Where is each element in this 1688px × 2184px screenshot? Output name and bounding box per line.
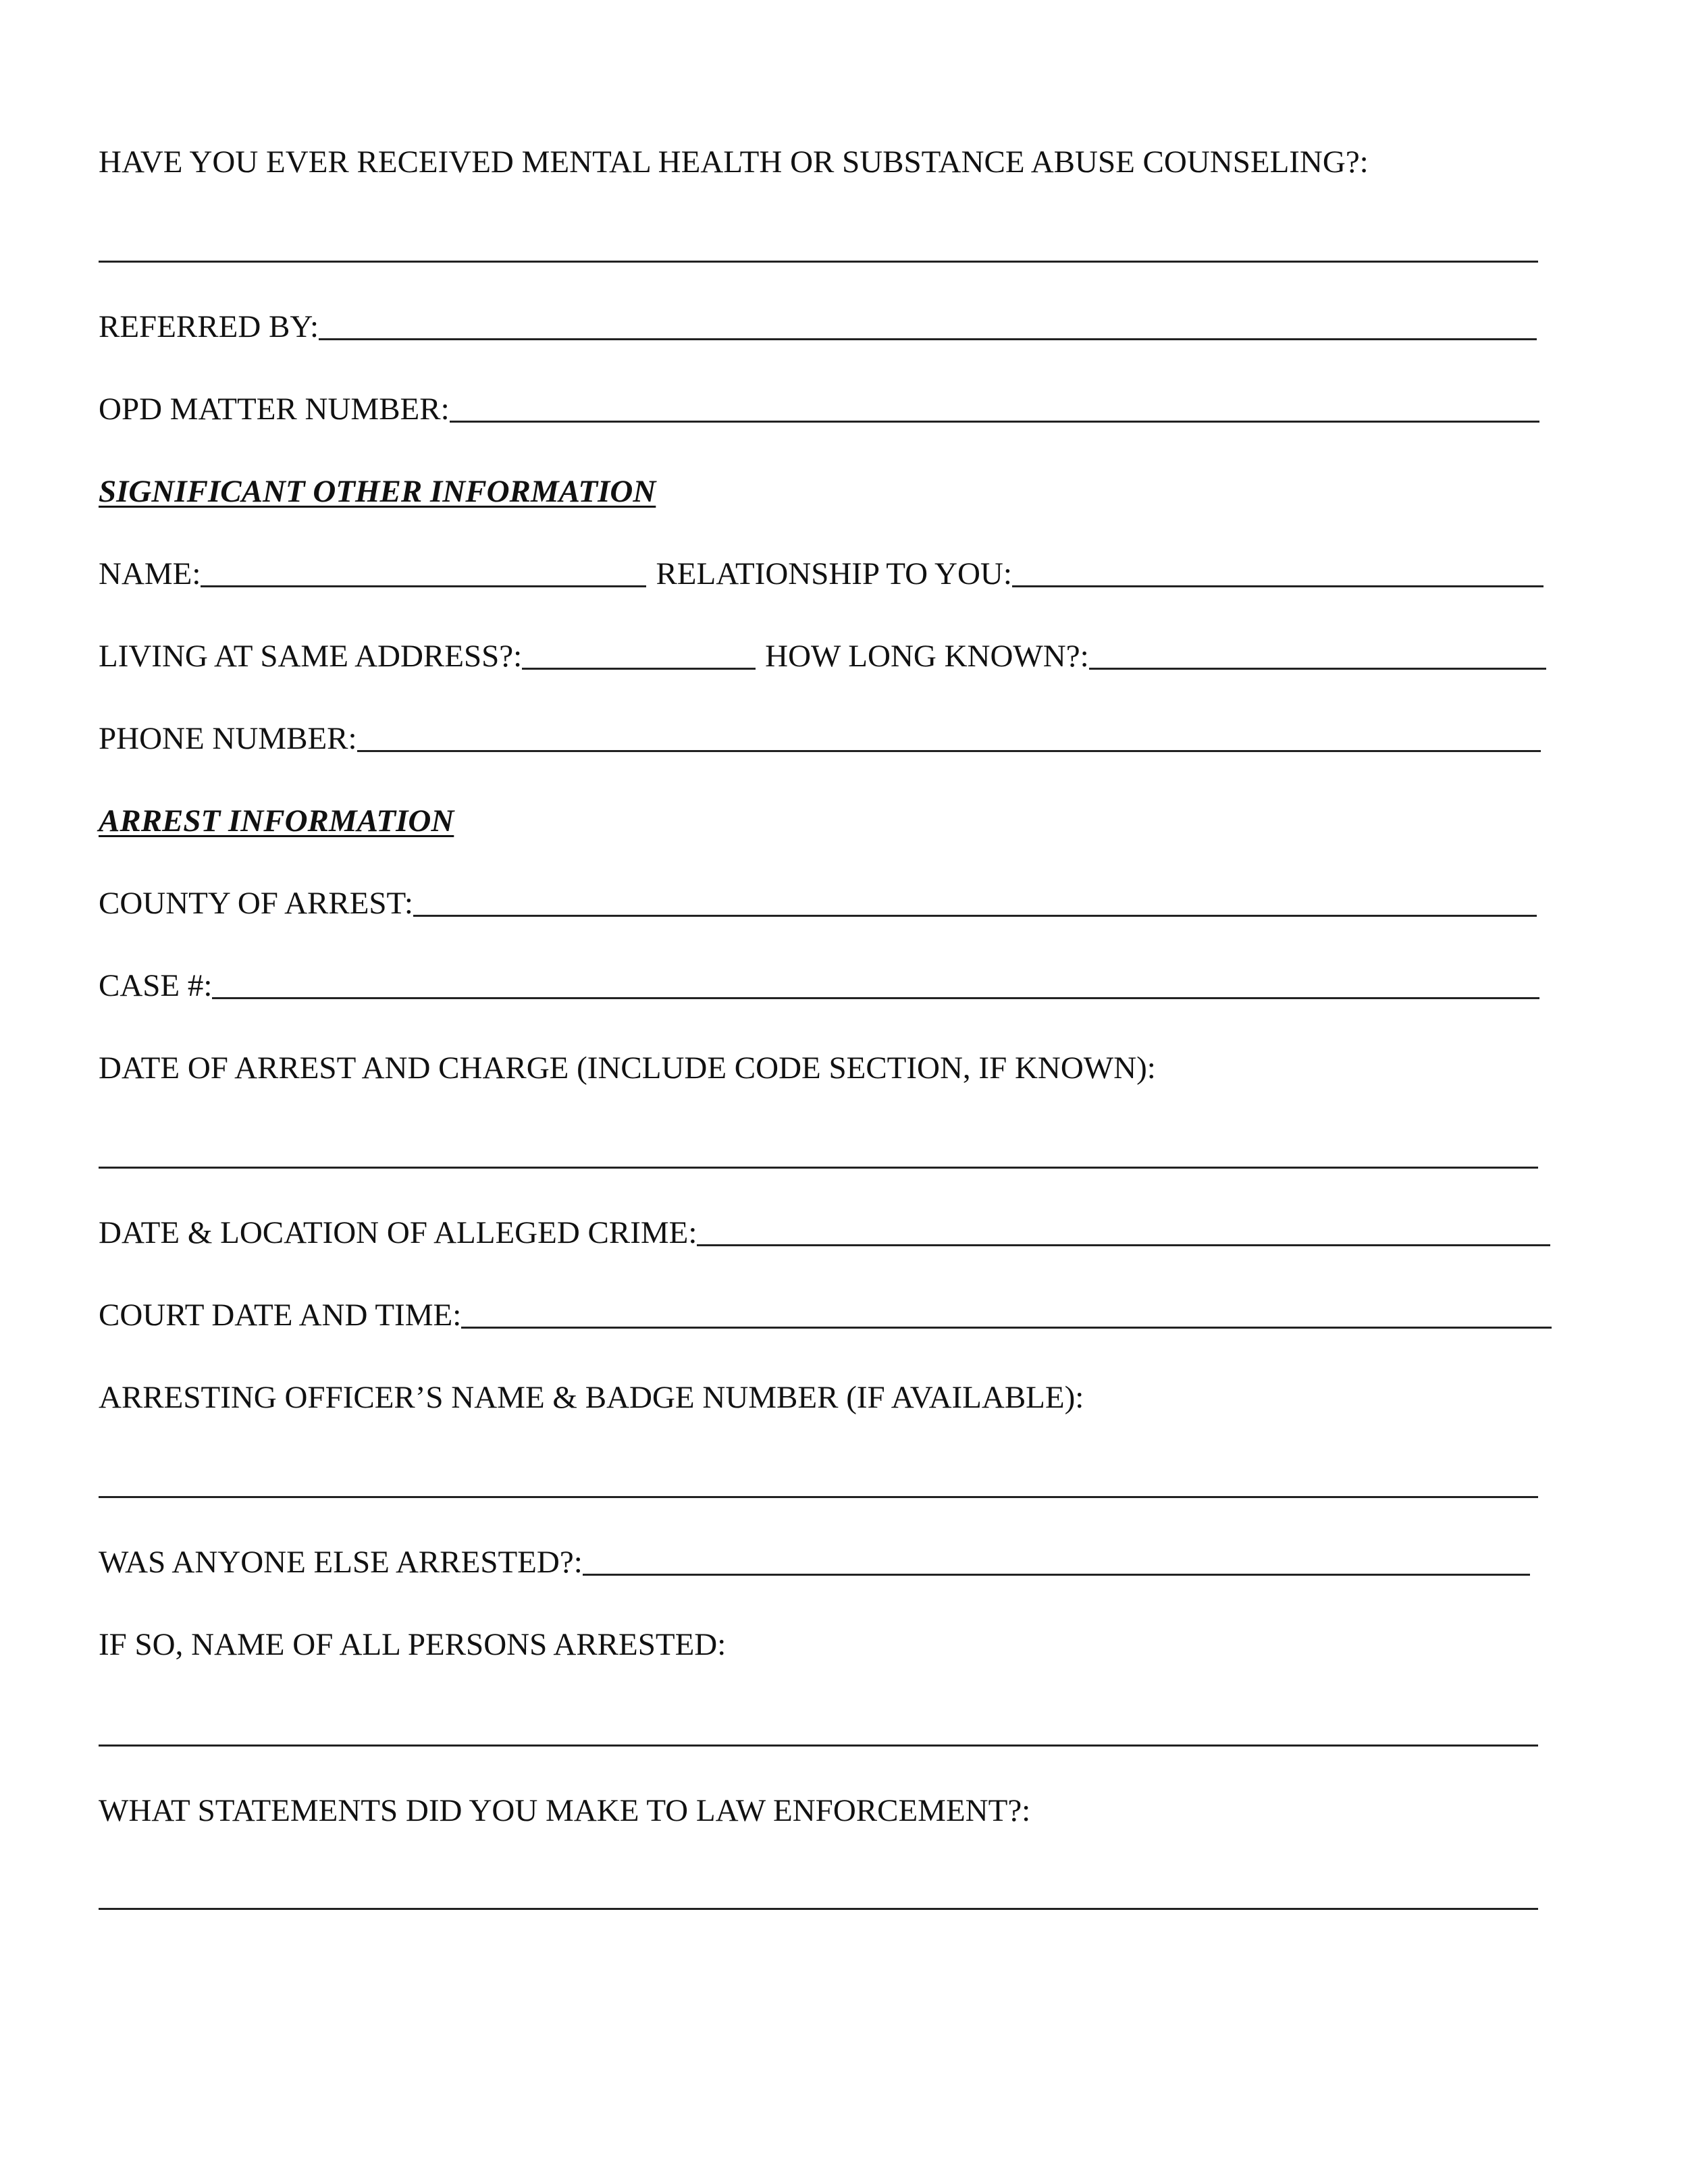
statements-answer-line[interactable] (99, 1908, 1538, 1910)
arrest-heading: ARREST INFORMATION (99, 803, 454, 838)
date-location-crime-row (99, 1214, 1550, 1252)
living-same-address-label: LIVING AT SAME ADDRESS?: (99, 639, 523, 674)
counseling-answer-line[interactable] (99, 261, 1538, 263)
persons-arrested-label: IF SO, NAME OF ALL PERSONS ARRESTED: (99, 1627, 727, 1662)
opd-matter-label: OPD MATTER NUMBER: (99, 392, 450, 427)
significant-other-heading: SIGNIFICANT OTHER INFORMATION (99, 474, 656, 509)
referred-by-label: REFERRED BY: (99, 309, 319, 344)
county-of-arrest-field[interactable] (413, 888, 1537, 917)
court-date-label: COURT DATE AND TIME: (99, 1298, 462, 1333)
relationship-label: RELATIONSHIP TO YOU: (656, 556, 1012, 591)
arrest-heading-row (99, 802, 454, 840)
phone-number-label: PHONE NUMBER: (99, 721, 357, 756)
relationship-field[interactable] (1012, 558, 1544, 587)
arresting-officer-answer-line[interactable] (99, 1496, 1538, 1498)
case-number-row (99, 967, 1539, 1005)
arresting-officer-row (99, 1379, 1544, 1416)
living-same-address-field[interactable] (522, 641, 756, 670)
phone-number-field[interactable] (357, 723, 1541, 752)
date-of-arrest-row (99, 1049, 1544, 1087)
opd-matter-row (99, 390, 1539, 428)
persons-arrested-answer-line[interactable] (99, 1744, 1538, 1747)
county-of-arrest-label: COUNTY OF ARREST: (99, 886, 413, 921)
county-of-arrest-row (99, 884, 1537, 922)
date-of-arrest-label: DATE OF ARREST AND CHARGE (INCLUDE CODE SECTION, IF KNOWN): (99, 1050, 1156, 1086)
counseling-question-label: HAVE YOU EVER RECEIVED MENTAL HEALTH OR SUBSTANCE ABUSE COUNSELING?: (99, 144, 1369, 180)
date-location-crime-label: DATE & LOCATION OF ALLEGED CRIME: (99, 1215, 697, 1250)
anyone-else-arrested-label: WAS ANYONE ELSE ARRESTED?: (99, 1545, 583, 1580)
statements-row (99, 1792, 1544, 1830)
how-long-known-field[interactable] (1089, 641, 1546, 670)
case-number-label: CASE #: (99, 968, 213, 1003)
date-of-arrest-answer-line[interactable] (99, 1167, 1538, 1169)
arresting-officer-label: ARRESTING OFFICER’S NAME & BADGE NUMBER (IF AVAILABLE): (99, 1380, 1084, 1415)
referred-by-field[interactable] (319, 311, 1537, 340)
case-number-field[interactable] (212, 970, 1539, 999)
name-relationship-row (99, 555, 1544, 593)
counseling-question-row (99, 143, 1544, 181)
anyone-else-arrested-field[interactable] (583, 1547, 1530, 1576)
living-known-row (99, 637, 1546, 675)
name-field[interactable] (201, 558, 646, 587)
name-label: NAME: (99, 556, 201, 591)
how-long-known-label: HOW LONG KNOWN?: (765, 639, 1089, 674)
significant-other-heading-row (99, 473, 656, 510)
statements-label: WHAT STATEMENTS DID YOU MAKE TO LAW ENFORCEMENT?: (99, 1793, 1031, 1828)
referred-by-row (99, 308, 1537, 346)
date-location-crime-field[interactable] (697, 1217, 1550, 1246)
opd-matter-field[interactable] (450, 394, 1539, 423)
phone-number-row (99, 720, 1541, 757)
persons-arrested-row (99, 1626, 1544, 1663)
anyone-else-arrested-row (99, 1543, 1530, 1581)
court-date-row (99, 1296, 1552, 1334)
court-date-field[interactable] (461, 1300, 1552, 1329)
